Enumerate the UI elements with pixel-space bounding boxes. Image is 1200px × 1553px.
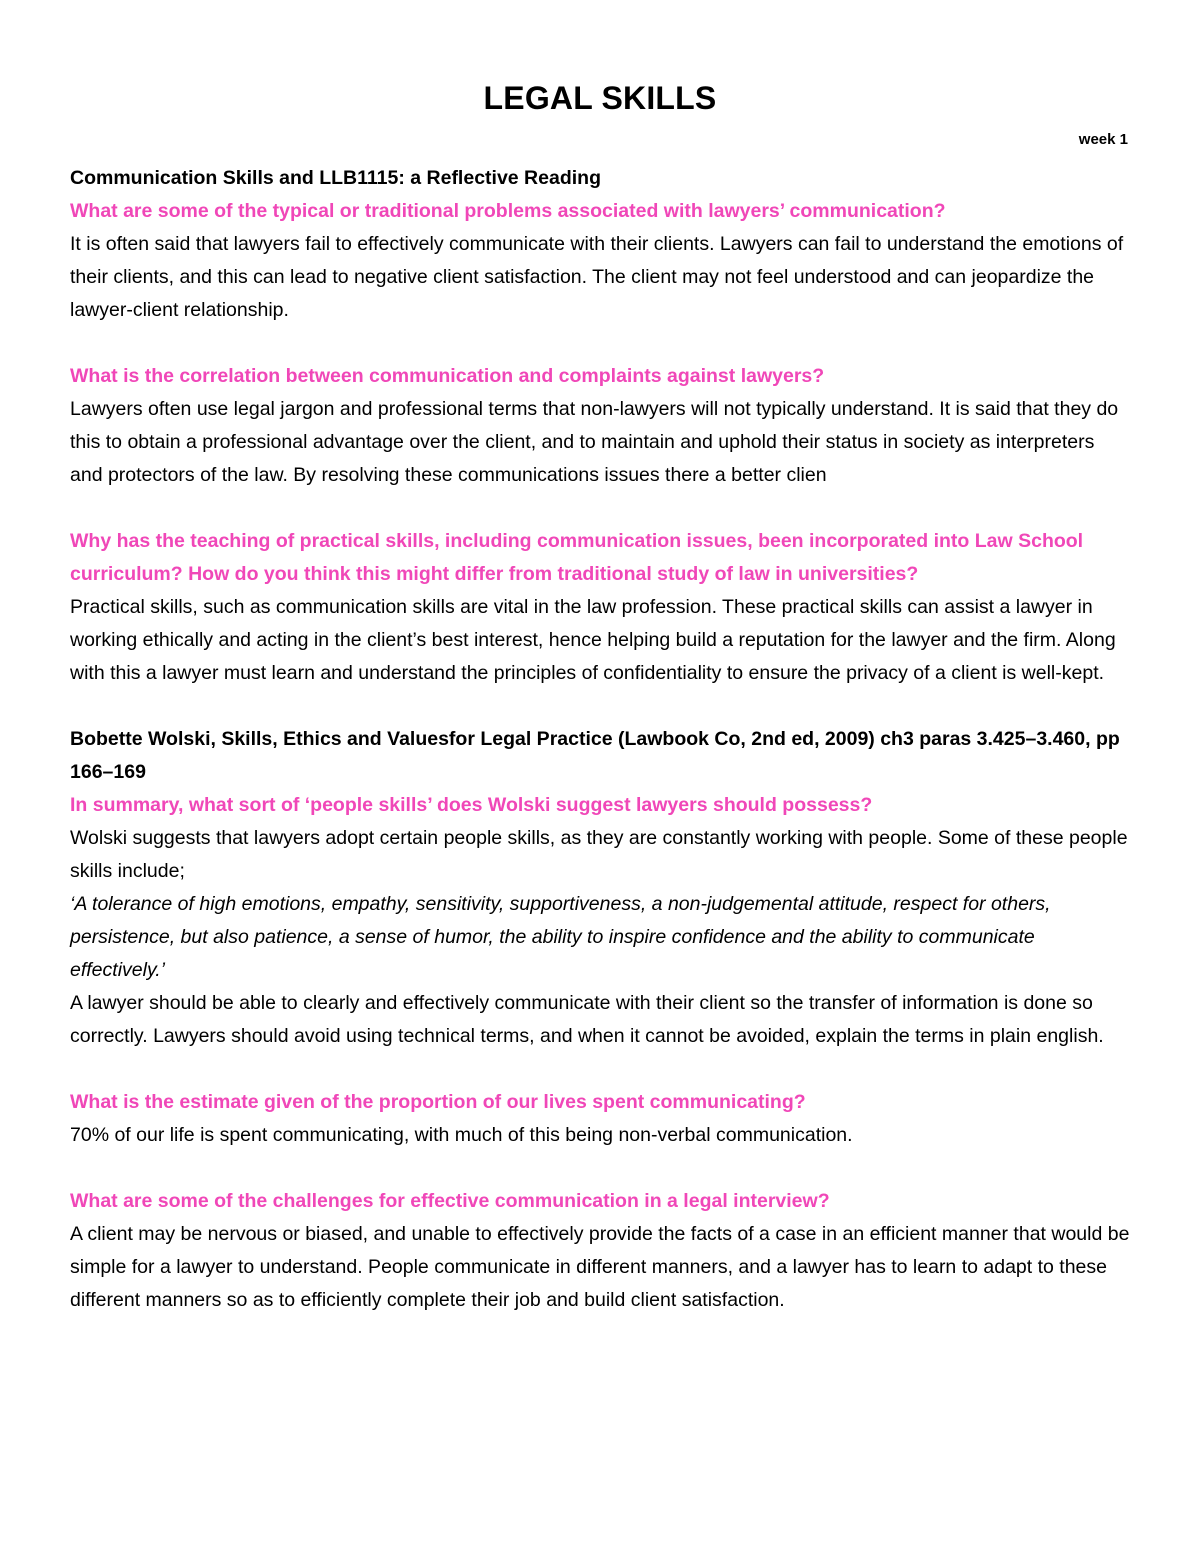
question: What is the correlation between communication and complaints against lawyers? bbox=[70, 365, 825, 387]
answer: It is often said that lawyers fail to effectively communicate with their clients. Lawyers can fail to understand the emotions of their clients, and this can lead to negative client satisfaction. The client may not feel understood and can jeopardize the lawyer-client relationship. bbox=[70, 233, 1124, 321]
question: In summary, what sort of ‘people skills’ does Wolski suggest lawyers should possess? bbox=[70, 794, 873, 816]
answer: Lawyers often use legal jargon and professional terms that non-lawyers will not typically understand. It is said that they do this to obtain a professional advantage over the client, and to maintain and uphold their status in society as interpreters and protectors of the law. By resolving these communications issues there a better clien bbox=[70, 398, 1119, 486]
question: What are some of the challenges for effective communication in a legal interview? bbox=[70, 1190, 830, 1212]
section-heading: Communication Skills and LLB1115: a Reflective Reading bbox=[70, 167, 601, 189]
question: Why has the teaching of practical skills, including communication issues, been incorporated into Law School curriculum? How do you think this might differ from traditional study of law in universities? bbox=[70, 530, 1084, 585]
paragraph-spacer bbox=[70, 1053, 1130, 1086]
paragraph-spacer bbox=[70, 1152, 1130, 1185]
question: What is the estimate given of the proportion of our lives spent communicating? bbox=[70, 1091, 806, 1113]
document-page bbox=[70, 78, 1130, 1317]
answer: Wolski suggests that lawyers adopt certain people skills, as they are constantly working with people. Some of these people skills include; bbox=[70, 827, 1128, 882]
section-heading: Bobette Wolski, Skills, Ethics and Valuesfor Legal Practice (Lawbook Co, 2nd ed, 2009) ch3 paras 3.425–3.460, pp 166–169 bbox=[70, 728, 1120, 783]
answer: A client may be nervous or biased, and unable to effectively provide the facts of a case in an efficient manner that would be simple for a lawyer to understand. People communicate in different manners, and a lawyer has to learn to adapt to these different manners so as to efficiently complete their job and build client satisfaction. bbox=[70, 1223, 1130, 1311]
paragraph-spacer bbox=[70, 690, 1130, 723]
answer: 70% of our life is spent communicating, with much of this being non-verbal communication. bbox=[70, 1124, 853, 1146]
answer: A lawyer should be able to clearly and effectively communicate with their client so the transfer of information is done so correctly. Lawyers should avoid using technical terms, and when it cannot be avoided, explain the terms in plain english. bbox=[70, 992, 1104, 1047]
paragraph-spacer bbox=[70, 492, 1130, 525]
question: What are some of the typical or traditional problems associated with lawyers’ communication? bbox=[70, 200, 946, 222]
section-reflective-reading bbox=[70, 162, 1130, 723]
paragraph-spacer bbox=[70, 327, 1130, 360]
week-label: week 1 bbox=[1078, 131, 1128, 148]
answer: Practical skills, such as communication skills are vital in the law profession. These practical skills can assist a lawyer in working ethically and acting in the client’s best interest, hence helping build a reputation for the lawyer and the firm. Along with this a lawyer must learn and understand the principles of confidentiality to ensure the privacy of a client is well-kept. bbox=[70, 596, 1116, 684]
document-title: LEGAL SKILLS bbox=[483, 80, 717, 116]
section-wolski-reading bbox=[70, 723, 1130, 1317]
quoted-passage: ‘A tolerance of high emotions, empathy, sensitivity, supportiveness, a non-judgemental attitude, respect for others, persistence, but also patience, a sense of humor, the ability to inspire confidence and the ability to communicate effectively.’ bbox=[70, 893, 1051, 981]
